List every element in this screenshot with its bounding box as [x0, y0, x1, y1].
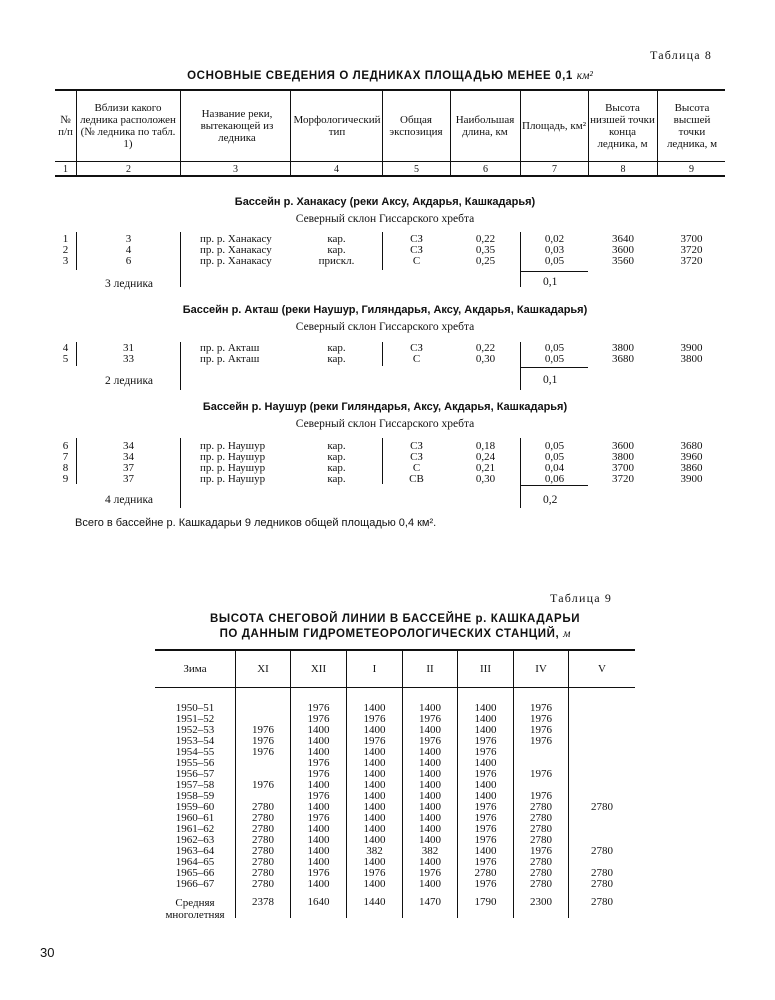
table-row: 8 37 пр. р. Наушур кар. С 0,21 0,04 3700 3860	[62, 462, 703, 474]
group-area-total: 0,1	[543, 374, 558, 386]
table-row	[155, 857, 635, 868]
table-cell: 1976	[307, 702, 330, 714]
table-cell: 1400	[363, 823, 386, 835]
table-cell: 1400	[307, 724, 330, 736]
table-cell: 1976	[474, 801, 497, 813]
average-label-line1: Средняя	[175, 897, 215, 909]
table-row: 6 34 пр. р. Наушур кар. СЗ 0,18 0,05 3600 3680	[62, 440, 703, 452]
table-row	[155, 791, 635, 802]
table-cell: 1400	[474, 724, 497, 736]
table-cell: 1400	[307, 823, 330, 835]
winter-cell: 1951–52	[175, 713, 215, 725]
table-cell: 1400	[363, 768, 386, 780]
table-cell: 1976	[474, 768, 497, 780]
table-cell: 2780	[591, 801, 613, 813]
table-cell: 1400	[474, 713, 497, 725]
winter-cell: 1954–55	[175, 746, 215, 758]
table-cell: 1976	[307, 713, 330, 725]
table-cell: 1976	[307, 768, 330, 780]
table-row	[155, 835, 635, 846]
winter-cell: 1957–58	[175, 779, 215, 791]
group-area-total: 0,2	[543, 494, 558, 506]
table-cell: 2780	[474, 867, 497, 879]
table-cell: 1400	[474, 757, 497, 769]
table-cell: 2780	[252, 801, 274, 813]
table9-title-line2: ПО ДАННЫМ ГИДРОМЕТЕОРОЛОГИЧЕСКИХ СТАНЦИЙ, м	[219, 628, 571, 640]
colnum-5: 5	[414, 164, 419, 175]
table-cell: 382	[421, 845, 439, 857]
table-cell: 2780	[530, 856, 552, 868]
table-cell: 1400	[363, 801, 386, 813]
table-cell: 1400	[419, 746, 441, 758]
table9-title-line1: ВЫСОТА СНЕГОВОЙ ЛИНИИ В БАССЕЙНЕ р. КАШКАДАРЬИ	[209, 613, 581, 625]
table-cell: 2780	[252, 823, 274, 835]
table-row	[155, 769, 635, 780]
table8-title-text: ОСНОВНЫЕ СВЕДЕНИЯ О ЛЕДНИКАХ ПЛОЩАДЬЮ МЕНЕЕ 0,1	[187, 70, 573, 82]
table-row	[155, 868, 635, 879]
colnum-9: 9	[689, 164, 694, 175]
winter-cell: 1966–67	[175, 878, 215, 890]
table-cell: 1400	[474, 779, 497, 791]
table-row: 4 31 пр. р. Акташ кар. СЗ 0,22 0,05 3800 3900	[62, 342, 703, 354]
table-cell: 1400	[419, 823, 441, 835]
table-cell: 1400	[363, 757, 386, 769]
slope-heading-3: Северный склон Гиссарского хребта	[295, 418, 475, 430]
table-cell: 1400	[307, 735, 330, 747]
table-cell: 1400	[419, 768, 441, 780]
table-row	[155, 846, 635, 857]
table-row	[155, 758, 635, 769]
table-cell: 1400	[307, 878, 330, 890]
table-row: 9 37 пр. р. Наушур кар. СВ 0,30 0,06 3720 3900	[62, 473, 703, 485]
table-cell: 1976	[252, 746, 274, 758]
colnum-3: 3	[233, 164, 238, 175]
winter-cell: 1964–65	[175, 856, 215, 868]
winter-cell: 1965–66	[175, 867, 215, 879]
header-col-river: Название реки, вытекающей из ледника	[200, 108, 274, 144]
winter-cell: 1956–57	[175, 768, 215, 780]
header-col-exposure: Общая экспозиция	[389, 114, 443, 138]
winter-cell: 1950–51	[175, 702, 215, 714]
table-cell: 1976	[363, 867, 386, 879]
colnum-4: 4	[334, 164, 339, 175]
table-row: 7 34 пр. р. Наушур кар. СЗ 0,24 0,05 3800 3960	[62, 451, 703, 463]
winter-cell: 1962–63	[175, 834, 215, 846]
table-cell: 1400	[363, 790, 386, 802]
table-cell: 2780	[530, 812, 552, 824]
table-cell: 1400	[307, 845, 330, 857]
table-cell: 1976	[474, 856, 497, 868]
table-row	[155, 725, 635, 736]
winter-cell: 1963–64	[175, 845, 215, 857]
table-cell: 1400	[363, 702, 386, 714]
table-cell: 1400	[419, 702, 441, 714]
table-row	[155, 879, 635, 890]
table-cell: 2780	[530, 823, 552, 835]
table-cell: 1976	[474, 834, 497, 846]
table-cell: 1976	[474, 878, 497, 890]
table-cell: 1400	[419, 790, 441, 802]
table-cell: 1400	[307, 856, 330, 868]
winter-cell: 1953–54	[175, 735, 215, 747]
table9-average-row	[155, 897, 635, 921]
t9-header-xi: XI	[257, 663, 269, 675]
table-cell: 1976	[307, 812, 330, 824]
table-row	[155, 802, 635, 813]
colnum-1: 1	[63, 164, 68, 175]
average-label-line2: многолетняя	[165, 909, 225, 921]
table-cell: 2780	[252, 856, 274, 868]
table-row: 2 4 пр. р. Ханакасу кар. СЗ 0,35 0,03 3600 3720	[62, 244, 703, 256]
t9-header-iii: III	[480, 663, 491, 675]
table-row	[155, 747, 635, 758]
table-row	[155, 736, 635, 747]
table-cell: 382	[366, 845, 383, 857]
basin-heading-3: Бассейн р. Наушур (реки Гиляндарья, Аксу, Акдарья, Кашкадарья)	[202, 401, 568, 413]
t9-header-v: V	[598, 663, 606, 675]
basin-heading-1: Бассейн р. Ханакасу (реки Аксу, Акдарья, Кашкадарья)	[234, 196, 536, 208]
table-cell: 2780	[530, 801, 552, 813]
table-row	[155, 780, 635, 791]
table-row: 3 6 пр. р. Ханакасу прискл. С 0,25 0,05 3560 3720	[62, 255, 703, 267]
basin-heading-2: Бассейн р. Акташ (реки Наушур, Гиляндарья, Аксу, Акдарья, Кашкадарья)	[182, 304, 588, 316]
table-cell: 1400	[307, 801, 330, 813]
table-cell: 1976	[252, 735, 274, 747]
table-row: 5 33 пр. р. Акташ кар. С 0,30 0,05 3680 3800	[62, 353, 703, 365]
table-cell: 2780	[252, 867, 274, 879]
group-count-label: 2 ледника	[105, 375, 153, 387]
table-cell: 1976	[530, 845, 552, 857]
header-col-high-point: Высота высшей точки ледника, м	[666, 102, 718, 150]
table-cell: 1400	[363, 856, 386, 868]
table-cell: 1400	[307, 834, 330, 846]
table-cell: 1976	[363, 735, 386, 747]
slope-heading-1: Северный склон Гиссарского хребта	[295, 213, 475, 225]
table8-caption: Таблица 8	[650, 48, 713, 62]
table8-title-unit: км²	[576, 70, 593, 82]
t9-header-iv: IV	[535, 663, 547, 675]
table-cell: 1976	[419, 735, 441, 747]
table-cell: 1976	[474, 823, 497, 835]
winter-cell: 1959–60	[175, 801, 215, 813]
header-col-low-point: Высота низшей точки конца ледника, м	[590, 102, 655, 150]
header-col-near-glacier: Вблизи какого ледника расположен (№ ледника по табл. 1)	[80, 102, 176, 150]
average-value: 1790	[474, 896, 497, 908]
table-row	[155, 714, 635, 725]
header-col-area: Площадь, км²	[522, 120, 587, 132]
group-count-label: 3 ледника	[105, 278, 153, 290]
table-cell: 1400	[419, 856, 441, 868]
page-number: 30	[40, 945, 55, 960]
table-cell: 2780	[252, 812, 274, 824]
table9-title-unit: м	[563, 628, 571, 640]
table-cell: 1400	[474, 702, 497, 714]
table-cell: 1400	[419, 724, 441, 736]
table-cell: 1976	[530, 713, 552, 725]
table-cell: 1976	[530, 790, 552, 802]
table-cell: 2780	[530, 878, 552, 890]
header-col-num: № п/п	[58, 114, 73, 138]
t9-header-i: I	[372, 663, 377, 675]
table-cell: 1976	[307, 757, 330, 769]
table-cell: 1400	[363, 746, 386, 758]
winter-cell: 1952–53	[175, 724, 215, 736]
table9-caption: Таблица 9	[550, 591, 613, 605]
table-cell: 1400	[474, 790, 497, 802]
table-cell: 1400	[363, 779, 386, 791]
table-cell: 1976	[530, 735, 552, 747]
t9-header-xii: XII	[310, 663, 327, 675]
table-cell: 2780	[252, 845, 274, 857]
table-cell: 1976	[530, 702, 552, 714]
table-cell: 1976	[252, 724, 274, 736]
average-value: 2780	[591, 896, 613, 908]
winter-cell: 1958–59	[175, 790, 215, 802]
average-value: 1640	[307, 896, 330, 908]
table-row	[155, 703, 635, 714]
colnum-7: 7	[552, 164, 557, 175]
table-cell: 2780	[252, 834, 274, 846]
table-cell: 1976	[252, 779, 274, 791]
table-cell: 1400	[419, 779, 441, 791]
table-cell: 1976	[419, 867, 441, 879]
table-cell: 2780	[530, 867, 552, 879]
average-value: 1440	[363, 896, 386, 908]
group-area-total: 0,1	[543, 276, 558, 288]
table-row	[155, 813, 635, 824]
table-cell: 1400	[307, 746, 330, 758]
t9-header-winter: Зима	[183, 663, 207, 675]
winter-cell: 1961–62	[175, 823, 215, 835]
table9-title	[155, 612, 635, 642]
group-count-label: 4 ледника	[105, 494, 153, 506]
average-value: 2300	[530, 896, 552, 908]
t9-header-ii: II	[426, 663, 434, 675]
winter-cell: 1955–56	[175, 757, 215, 769]
table-cell: 1976	[419, 713, 441, 725]
table-cell: 1400	[419, 812, 441, 824]
table-cell: 2780	[591, 845, 613, 857]
table-cell: 1400	[307, 779, 330, 791]
table-cell: 1400	[419, 878, 441, 890]
table-cell: 1976	[474, 812, 497, 824]
colnum-2: 2	[126, 164, 131, 175]
table-cell: 1400	[474, 845, 497, 857]
winter-cell: 1960–61	[175, 812, 215, 824]
table-cell: 1400	[363, 812, 386, 824]
table-cell: 1400	[419, 834, 441, 846]
average-value: 1470	[419, 896, 441, 908]
header-col-length: Наибольшая длина, км	[455, 114, 515, 138]
table-cell: 1400	[419, 757, 441, 769]
table-cell: 1400	[363, 834, 386, 846]
table-cell: 1976	[307, 790, 330, 802]
table-cell: 1976	[363, 713, 386, 725]
average-value: 2378	[252, 896, 274, 908]
table-cell: 1976	[530, 724, 552, 736]
table-cell: 1976	[474, 735, 497, 747]
table-cell: 1976	[474, 746, 497, 758]
table-cell: 1400	[363, 878, 386, 890]
colnum-6: 6	[483, 164, 488, 175]
table-cell: 2780	[530, 834, 552, 846]
table8-title	[55, 70, 725, 82]
table-cell: 1976	[307, 867, 330, 879]
table8-summary: Всего в бассейне р. Кашкадарьи 9 ледников общей площадью 0,4 км².	[75, 517, 437, 529]
table-cell: 1976	[530, 768, 552, 780]
colnum-8: 8	[620, 164, 626, 175]
table-cell: 1400	[363, 724, 386, 736]
slope-heading-2: Северный склон Гиссарского хребта	[295, 321, 475, 333]
table-cell: 2780	[252, 878, 274, 890]
header-col-morph: Морфологический тип	[293, 114, 381, 138]
table-cell: 1400	[419, 801, 441, 813]
table-row: 1 3 пр. р. Ханакасу кар. СЗ 0,22 0,02 3640 3700	[62, 233, 703, 245]
table-row	[155, 824, 635, 835]
table-cell: 2780	[591, 867, 613, 879]
table-cell: 2780	[591, 878, 613, 890]
